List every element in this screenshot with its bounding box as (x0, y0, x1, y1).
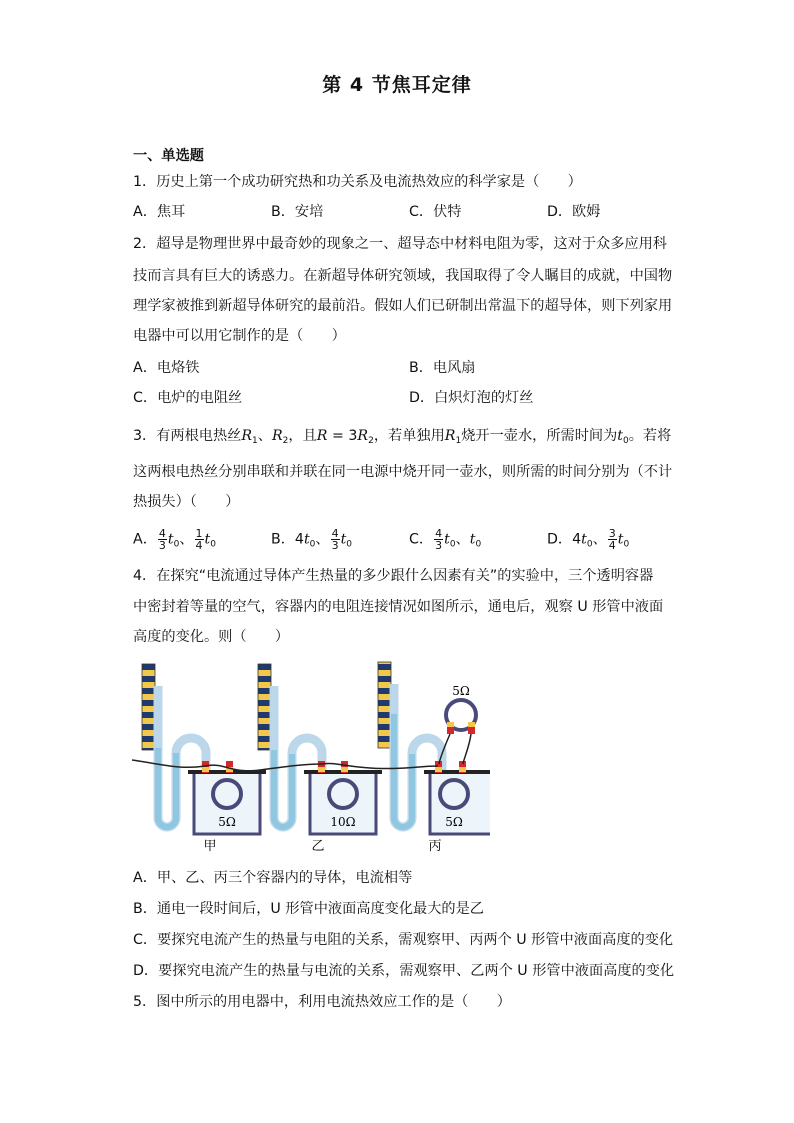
q4-option-c: C．要探究电流产生的热量与电阻的关系，需观察甲、丙两个 U 形管中液面高度的变化 (133, 932, 674, 948)
r2-symbol: R (271, 428, 283, 444)
apparatus-bing (378, 662, 490, 854)
q2-option-d: D．白炽灯泡的灯丝 (409, 390, 534, 406)
outside-wire-right (463, 734, 471, 764)
outside-resistor-label: 5Ω (452, 684, 470, 698)
resistor-label-bing: 5Ω (445, 815, 463, 829)
question-2-line-1: 2．超导是物理世界中最奇妙的现象之一、超导态中材料电阻为零，这对于众多应用科 (133, 236, 667, 252)
q3-option-c: C． $\frac{4}{3}$ $t_0$、$t_0$ (409, 527, 482, 552)
liquid-jia (158, 748, 176, 827)
q3-option-b: B．$4t_0$、 $\frac{4}{3}$ $t_0$ (271, 527, 353, 552)
q3-option-d: D．$4t_0$、 $\frac{3}{4}$ $t_0$ (547, 527, 630, 552)
scale-ruler-jia (142, 664, 155, 750)
section-heading: 一、单选题 (133, 148, 204, 164)
question-1-stem: 1．历史上第一个成功研究热和功关系及电流热效应的科学家是（ ） (133, 174, 582, 190)
apparatus-jia (142, 664, 266, 854)
scale-ruler-yi (258, 664, 271, 750)
label-jia: 甲 (203, 839, 217, 854)
lid-bing (424, 770, 490, 774)
question-4-line-1: 4．在探究“电流通过导体产生热量的多少跟什么因素有关”的实验中，三个透明容器 (133, 568, 654, 584)
liquid-yi (274, 750, 292, 827)
resistor-label-yi: 10Ω (330, 815, 356, 829)
liquid-bing (394, 714, 412, 827)
q3-option-a: A． $\frac{4}{3}$ $t_0$、 $\frac{1}{4}$ $t_0$ (133, 527, 216, 552)
q4-option-d: D．要探究电流产生的热量与电流的关系，需观察甲、乙两个 U 形管中液面高度的变化 (133, 963, 675, 979)
question-5-stem: 5．图中所示的用电器中，利用电流热效应工作的是（ ） (133, 994, 511, 1010)
question-2-line-4: 电器中可以用它制作的是（ ） (133, 328, 346, 344)
q2-option-c: C．电炉的电阻丝 (133, 390, 243, 406)
page-title: 第 4 节焦耳定律 (322, 74, 472, 96)
q4-option-a: A．甲、乙、丙三个容器内的导体，电流相等 (133, 870, 413, 886)
resistor-label-jia: 5Ω (218, 815, 236, 829)
question-2-line-2: 技而言具有巨大的诱惑力。在新超导体研究领域，我国取得了令人瞩目的成就，中国物 (133, 268, 673, 284)
question-4-line-3: 高度的变化。则（ ） (133, 629, 290, 645)
joule-heating-apparatus-figure (130, 658, 490, 858)
q1-option-c: C．伏特 (409, 204, 462, 220)
scale-ruler-bing (378, 662, 391, 748)
q2-option-b: B．电风扇 (409, 360, 476, 376)
q1-option-b: B．安培 (271, 204, 324, 220)
q1-option-d: D．欧姆 (547, 204, 601, 220)
question-3-line-3: 热损失）（ ） (133, 494, 240, 510)
question-4-line-2: 中密封着等量的空气，容器内的电阻连接情况如图所示，通电后，观察 U 形管中液面 (133, 599, 664, 615)
q4-option-b: B．通电一段时间后，U 形管中液面高度变化最大的是乙 (133, 901, 484, 917)
apparatus-yi (258, 664, 382, 854)
label-yi: 乙 (311, 839, 325, 854)
question-3-line-1: 3．有两根电热丝$R_1$、$R_2$，且$R = 3R_2$，若单独用$R_1$烧开一壶水，所需时间为$t_0$。若将 (133, 428, 672, 446)
question-2-line-3: 理学家被推到新超导体研究的最前沿。假如人们已研制出常温下的超导体，则下列家用 (133, 298, 673, 314)
question-3-line-2: 这两根电热丝分别串联和并联在同一电源中烧开同一壶水，则所需的时间分别为（不计 (133, 464, 673, 480)
q2-option-a: A．电烙铁 (133, 360, 200, 376)
label-bing: 丙 (428, 839, 442, 854)
r1-symbol: R (241, 428, 253, 444)
t0-symbol: t (617, 428, 623, 444)
q1-option-a: A．焦耳 (133, 204, 186, 220)
